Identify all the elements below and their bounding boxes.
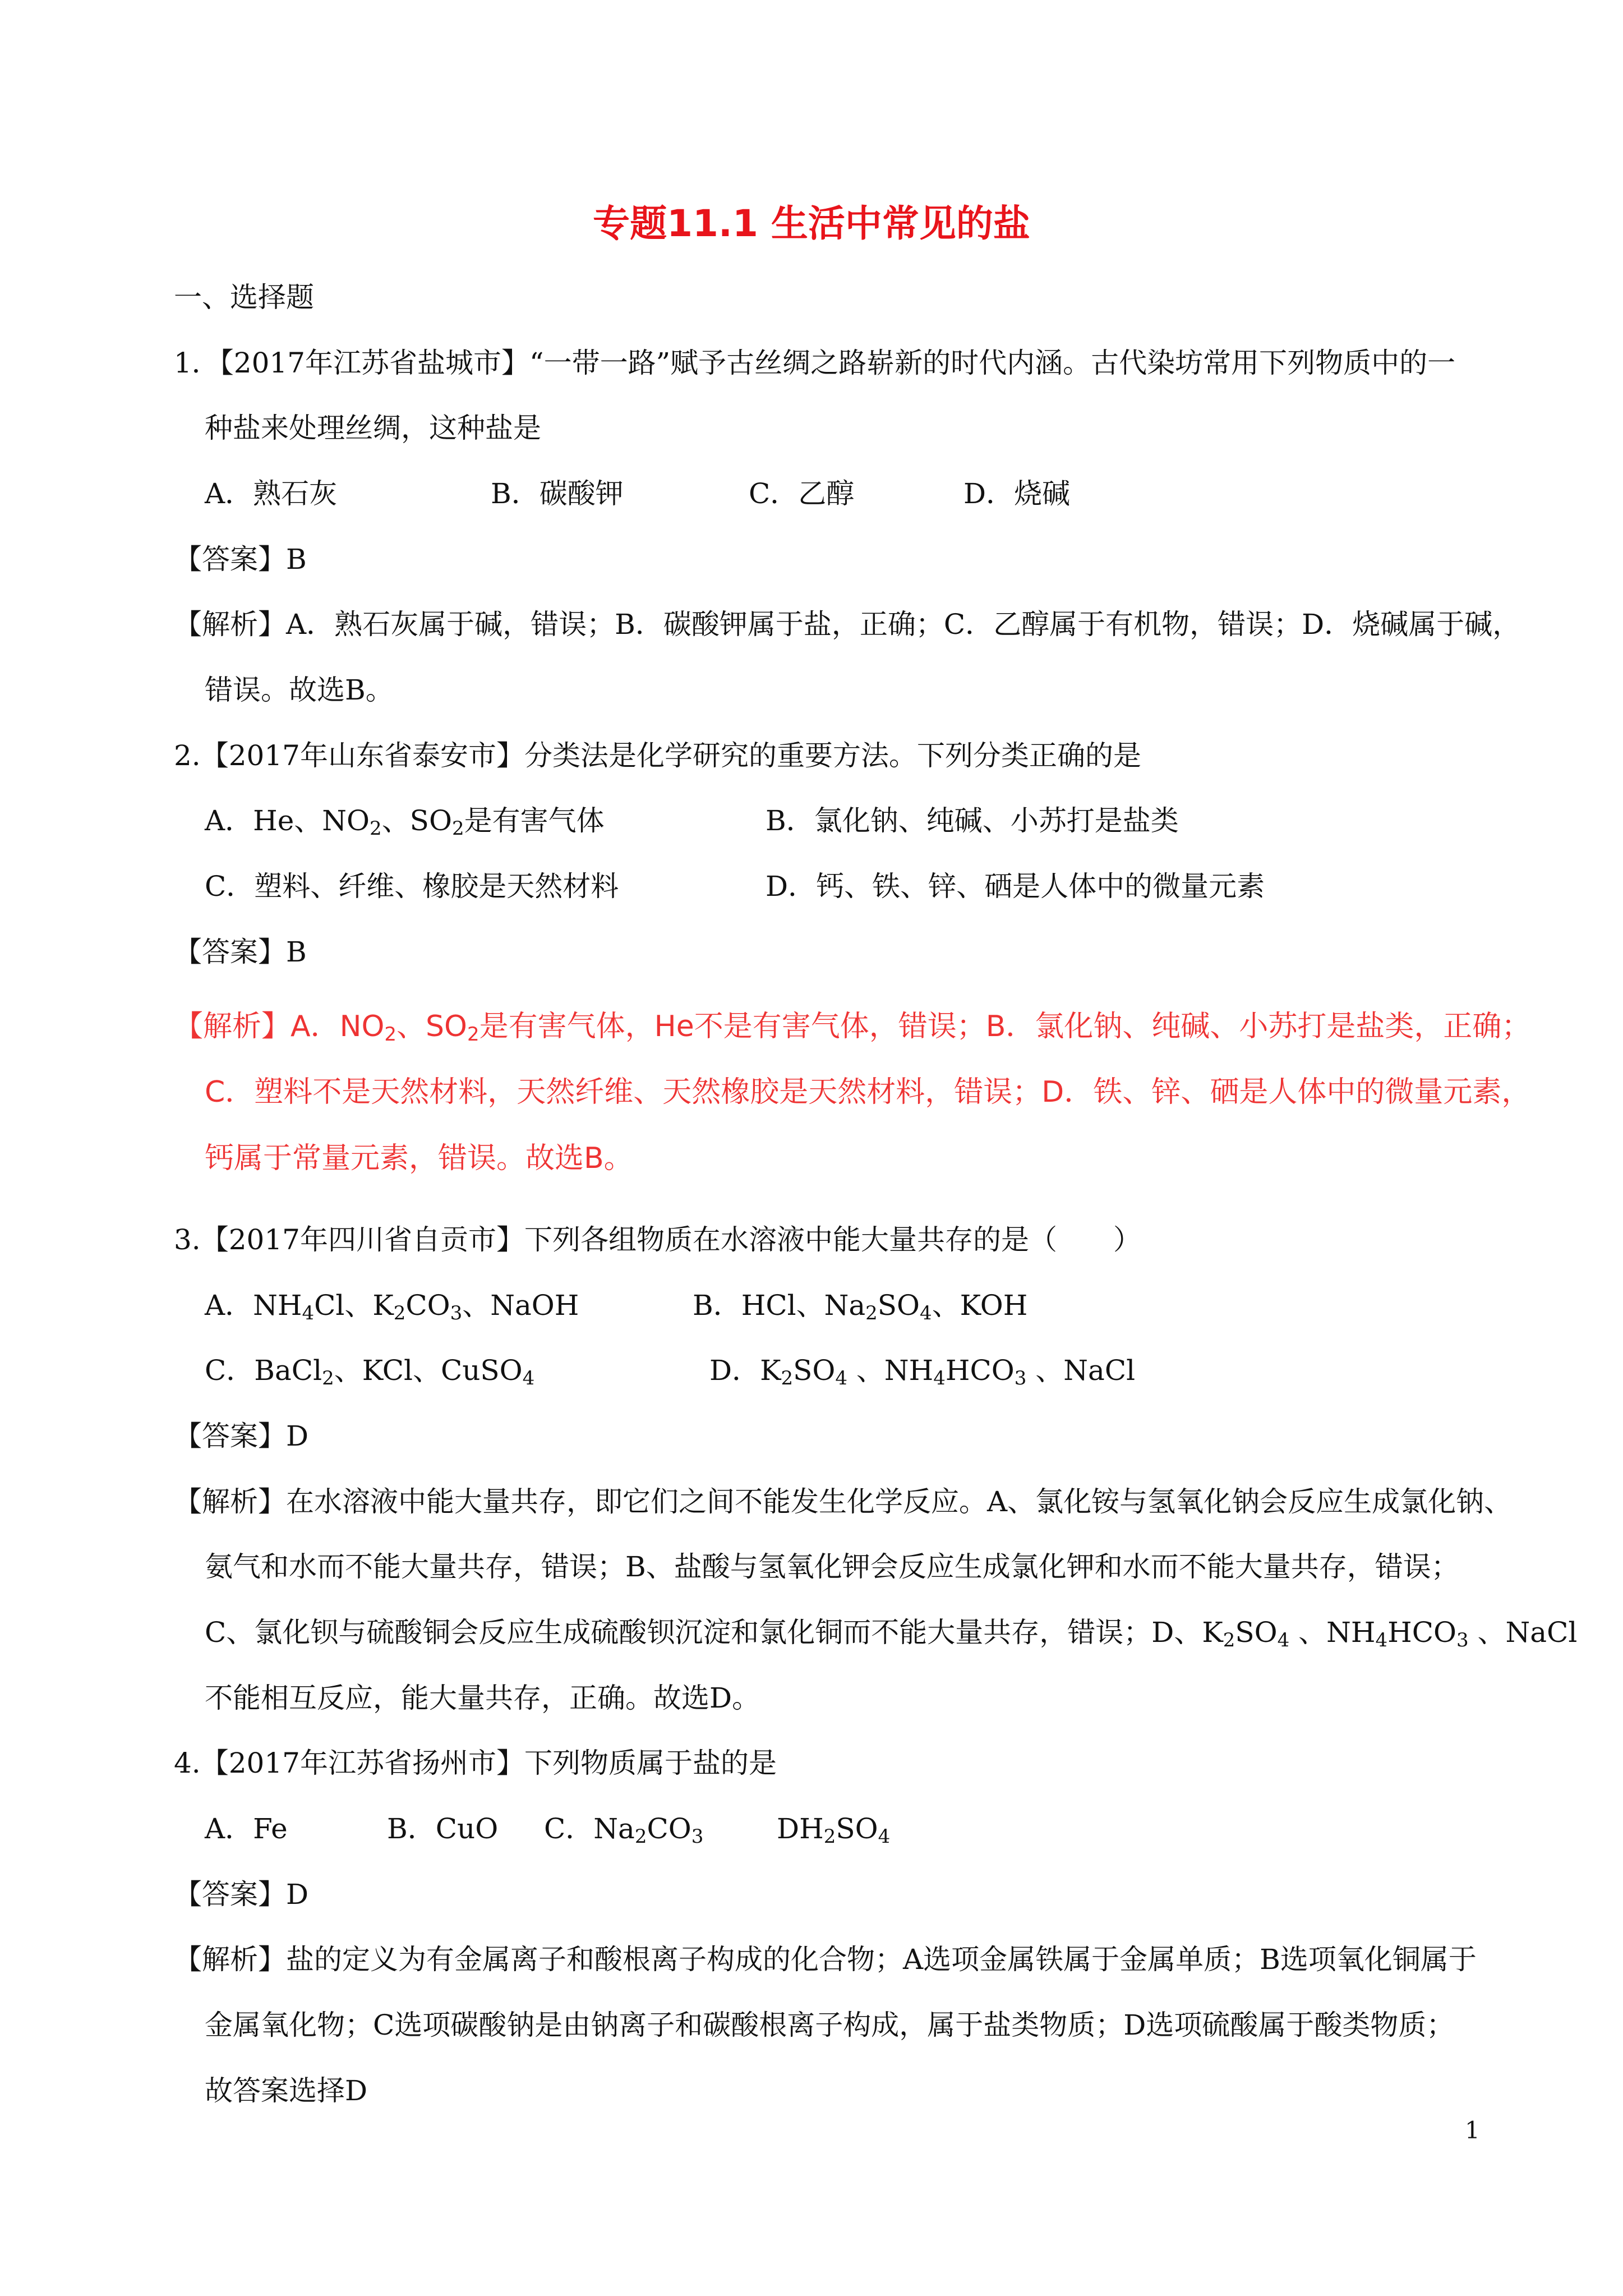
q1-option-d: D．烧碱: [963, 477, 1071, 510]
q4-option-a: A．Fe: [205, 1812, 288, 1845]
q4-analysis-line-1: 【解析】盐的定义为有金属离子和酸根离子构成的化合物；A选项金属铁属于金属单质；B选项氧化铜属于: [174, 1943, 1477, 1976]
q2-option-b: B．氯化钠、纯碱、小苏打是盐类: [766, 804, 1179, 837]
q1-option-a: A．熟石灰: [205, 477, 338, 510]
q4-stem: 4.【2017年江苏省扬州市】下列物质属于盐的是: [174, 1747, 777, 1779]
q3-option-b: B．HCl、$Na_2SO_4$、KOH: [693, 1289, 1028, 1324]
q2-answer: 【答案】B: [174, 936, 307, 968]
page-number: 1: [1465, 2116, 1480, 2144]
q1-option-c: C．乙醇: [749, 477, 855, 510]
section-heading: 一、选择题: [174, 281, 314, 314]
q3-option-c: C．BaCl$_2$、KCl、CuSO$_4$: [205, 1354, 535, 1389]
q2-analysis-line-1: 【解析】A．$NO_2$、$SO_2$是有害气体，He不是有害气体，错误；B．氯化钠、纯碱、小苏打是盐类，正确；: [174, 1010, 1531, 1046]
q4-analysis-line-2: 金属氧化物；C选项碳酸钠是由钠离子和碳酸根离子构成，属于盐类物质；D选项硫酸属于酸类物质；: [205, 2009, 1455, 2041]
q1-analysis-line-2: 错误。故选B。: [205, 674, 394, 706]
q4-option-b: B．CuO: [387, 1812, 499, 1845]
q2-option-d: D．钙、铁、锌、硒是人体中的微量元素: [766, 870, 1265, 903]
q3-analysis-line-4: 不能相互反应，能大量共存，正确。故选D。: [205, 1682, 760, 1714]
page-title: 专题11.1 生活中常见的盐: [593, 202, 1030, 245]
q2-option-a: A．He、$NO_2$、$SO_2$是有害气体: [205, 804, 605, 840]
q4-option-c: C．$Na_2CO_3$: [544, 1812, 704, 1848]
q2-stem: 2.【2017年山东省泰安市】分类法是化学研究的重要方法。下列分类正确的是: [174, 739, 1141, 772]
q2-option-c: C．塑料、纤维、橡胶是天然材料: [205, 870, 619, 903]
q3-option-d: D．$K_2SO_4$ 、$NH_4HCO_3$ 、NaCl: [709, 1354, 1136, 1389]
q1-stem-line-2: 种盐来处理丝绸，这种盐是: [205, 412, 541, 444]
q4-answer: 【答案】D: [174, 1878, 309, 1911]
q4-option-d: $DH_2SO_4$: [777, 1812, 891, 1848]
q2-analysis-line-3: 钙属于常量元素，错误。故选B。: [205, 1142, 633, 1175]
q3-option-a: A．$NH_4Cl$、$K_2CO_3$、NaOH: [205, 1289, 579, 1324]
q1-option-b: B．碳酸钾: [491, 477, 624, 510]
q1-answer: 【答案】B: [174, 543, 307, 576]
q3-analysis-line-3: C、氯化钡与硫酸铜会反应生成硫酸钡沉淀和氯化铜而不能大量共存，错误；D、$K_2SO_4$ 、$NH_4HCO_3$ 、NaCl: [205, 1616, 1578, 1651]
q3-analysis-line-2: 氨气和水而不能大量共存，错误；B、盐酸与氢氧化钾会反应生成氯化钾和水而不能大量共存，错误；: [205, 1550, 1459, 1583]
q3-answer: 【答案】D: [174, 1420, 309, 1452]
q1-stem-line-1: 1．【2017年江苏省盐城市】“一带一路”赋予古丝绸之路崭新的时代内涵。古代染坊常用下列物质中的一: [174, 347, 1456, 379]
q2-analysis-line-2: C．塑料不是天然材料，天然纤维、天然橡胶是天然材料，错误；D．铁、锌、硒是人体中的微量元素，: [205, 1075, 1531, 1109]
q3-stem: 3.【2017年四川省自贡市】下列各组物质在水溶液中能大量共存的是（ ）: [174, 1223, 1141, 1256]
q3-analysis-line-1: 【解析】在水溶液中能大量共存，即它们之间不能发生化学反应。A、氯化铵与氢氧化钠会反应生成氯化钠、: [174, 1485, 1513, 1518]
q4-analysis-line-3: 故答案选择D: [205, 2074, 368, 2107]
q1-analysis-line-1: 【解析】A．熟石灰属于碱，错误；B．碳酸钾属于盐，正确；C．乙醇属于有机物，错误；D．烧碱属于碱，: [174, 608, 1521, 641]
